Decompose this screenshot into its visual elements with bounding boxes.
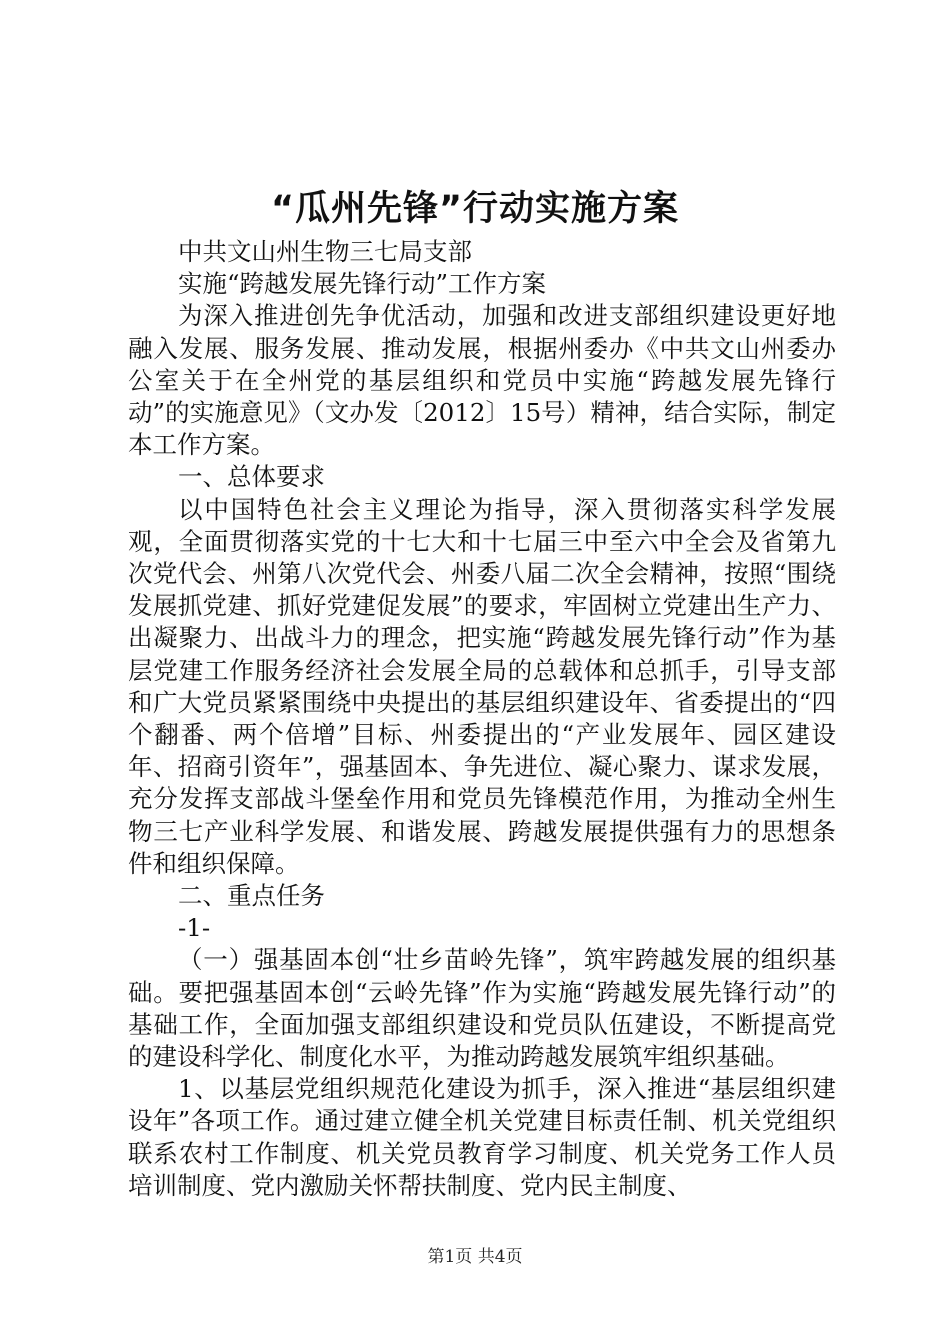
paragraph-item-one: 1、以基层党组织规范化建设为抓手，深入推进“基层组织建设年”各项工作。通过建立健全机关党建目标责任制、机关党组织联系农村工作制度、机关党员教育学习制度、机关党务工作人员培训制度、党内激励关怀帮扶制度、党内民主制度、 [128, 1074, 836, 1200]
paragraph-plan-title: 实施“跨越发展先锋行动”工作方案 [178, 269, 547, 299]
inline-page-marker: -1- [178, 913, 211, 943]
document-title: “瓜州先锋”行动实施方案 [270, 189, 679, 229]
document-body [128, 236, 836, 1202]
paragraph-task-one: （一）强基固本创“壮乡苗岭先锋”，筑牢跨越发展的组织基础。要把强基固本创“云岭先锋”作为实施“跨越发展先锋行动”的基础工作，全面加强支部组织建设和党员队伍建设，不断提高党的建设科学化、制度化水平，为推动跨越发展筑牢组织基础。 [128, 945, 836, 1072]
paragraph-intro: 为深入推进创先争优活动，加强和改进支部组织建设更好地融入发展、服务发展、推动发展，根据州委办《中共文山州委办公室关于在全州党的基层组织和党员中实施“跨越发展先锋行动”的实施意见》（文办发〔2012〕15号）精神，结合实际，制定本工作方案。 [128, 301, 836, 460]
paragraph-general-requirements: 以中国特色社会主义理论为指导，深入贯彻落实科学发展观，全面贯彻落实党的十七大和十七届三中至六中全会及省第九次党代会、州第八次党代会、州委八届二次全会精神，按照“围绕发展抓党建、抓好党建促发展”的要求，牢固树立党建出生产力、出凝聚力、出战斗力的理念，把实施“跨越发展先锋行动”作为基层党建工作服务经济社会发展全局的总载体和总抓手，引导支部和广大党员紧紧围绕中央提出的基层组织建设年、省委提出的“四个翻番、两个倍增”目标、州委提出的“产业发展年、园区建设年、招商引资年”，强基固本、争先进位、凝心聚力、谋求发展，充分发挥支部战斗堡垒作用和党员先锋模范作用，为推动全州生物三七产业科学发展、和谐发展、跨越发展提供强有力的思想条件和组织保障。 [128, 494, 836, 878]
page-footer: 第1页 共4页 [427, 1247, 523, 1267]
section-heading-key-tasks: 二、重点任务 [178, 881, 325, 911]
section-heading-general-requirements: 一、总体要求 [178, 462, 325, 492]
paragraph-org-name: 中共文山州生物三七局支部 [178, 237, 472, 266]
